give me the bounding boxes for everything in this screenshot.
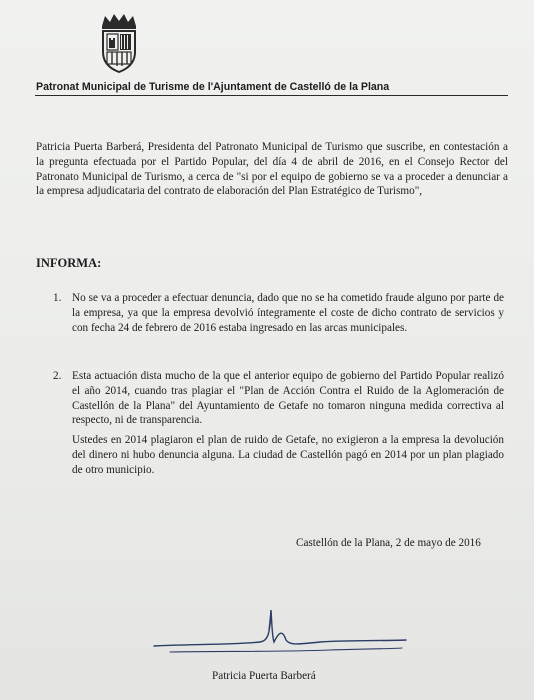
list-item-number: 1. — [53, 292, 62, 304]
list-item-number: 2. — [53, 370, 62, 382]
list-item — [53, 369, 504, 428]
intro-paragraph: Patricia Puerta Barberá, Presidenta del Patronato Municipal de Turismo que suscribe, en contestación a la pregunta efectuada por el Partido Popular, del día 4 de abril de 2016, en el Consejo Rector del Patronato Municipal de Turismo, a cerca de "si por el equipo de gobierno se va a proceder a denunciar a la empresa adjudicataria del contrato de elaboración del Plan Estratégico de Turismo", — [36, 141, 508, 198]
closing-paragraph: Ustedes en 2014 plagiaron el plan de ruido de Getafe, no exigieron a la empresa la devolución del dinero ni hubo denuncia alguna. La ciudad de Castellón pagó en 2014 por un plan plagiado de otro municipio. — [72, 434, 504, 476]
list-item-text: Esta actuación dista mucho de la que el anterior equipo de gobierno del Partido Popular realizó el año 2014, cuando tras plagiar el "Plan de Acción Contra el Ruido de la Aglomeración de Castellón de la Plana" del Ayuntamiento de Getafe no tomaron ninguna medida correctiva al respecto, ni de transparencia. — [72, 370, 504, 427]
header-title: Patronat Municipal de Turisme de l'Ajuntament de Castelló de la Plana — [36, 81, 390, 93]
signer-name: Patricia Puerta Barberá — [212, 670, 316, 682]
coat-of-arms-seal — [94, 12, 144, 74]
handwritten-signature — [150, 604, 410, 660]
header-divider — [35, 95, 508, 96]
list-item-text: No se va a proceder a efectuar denuncia, dado que no se ha cometido fraude alguno por parte de la empresa, ya que la empresa devolvió íntegramente el coste de dicho contrato de servicios y con fecha 24 de febrero de 2016 estaba ingresado en las arcas municipales. — [72, 292, 504, 334]
list-item — [53, 291, 504, 335]
dateline: Castellón de la Plana, 2 de mayo de 2016 — [296, 537, 481, 549]
informa-heading: INFORMA: — [36, 256, 102, 270]
